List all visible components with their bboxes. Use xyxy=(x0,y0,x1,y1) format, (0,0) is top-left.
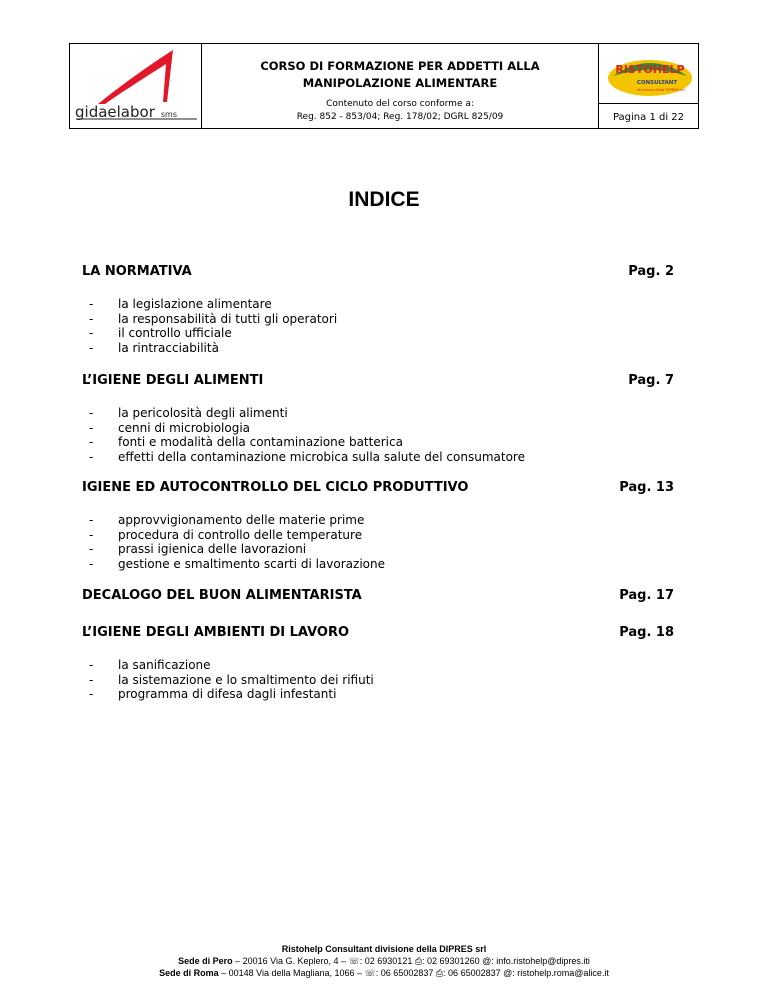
list-item: - effetti della contaminazione microbica sulla salute del consumatore xyxy=(82,450,674,465)
section-title: LA NORMATIVA xyxy=(82,264,192,279)
header-title-cell xyxy=(202,44,599,128)
list-item: - procedura di controllo delle temperature xyxy=(82,528,674,543)
list-item: - la rintracciabilità xyxy=(82,341,674,356)
list-item: - la legislazione alimentare xyxy=(82,297,674,312)
index-section-normativa xyxy=(82,264,674,355)
svg-text:CONSULTANT: CONSULTANT xyxy=(636,80,678,86)
svg-text:divisione della DIPRES srl: divisione della DIPRES srl xyxy=(636,87,686,92)
list-item: - la responsabilità di tutti gli operatori xyxy=(82,312,674,327)
list-item: - prassi igienica delle lavorazioni xyxy=(82,542,674,557)
svg-text:RISTOHELP: RISTOHELP xyxy=(615,63,685,76)
page-number: Pagina 1 di 22 xyxy=(599,103,698,123)
header-logo-cell xyxy=(70,44,202,128)
course-title-line2: MANIPOLAZIONE ALIMENTARE xyxy=(302,76,498,90)
section-title: L’IGIENE DEGLI ALIMENTI xyxy=(82,373,264,388)
list-item: - cenni di microbiologia xyxy=(82,421,674,436)
list-item: - la sistemazione e lo smaltimento dei rifiuti xyxy=(82,673,674,688)
index-title: INDICE xyxy=(348,188,420,211)
index-section-ambienti xyxy=(82,625,674,702)
section-title: L’IGIENE DEGLI AMBIENTI DI LAVORO xyxy=(82,625,350,640)
footer-pero-address: Sede di Pero – 20016 Via G. Keplero, 4 – ☏: 02 6930121 ⎙: 02 69301260 @: info.ristohelp@dipres.iti xyxy=(178,956,590,966)
index-section-decalogo xyxy=(82,588,674,603)
section-page: Pag. 13 xyxy=(619,480,674,495)
index-section-autocontrollo xyxy=(82,480,674,571)
course-subtitle-line2: Reg. 852 - 853/04; Reg. 178/02; DGRL 825/09 xyxy=(296,112,504,122)
index-section-igiene-alimenti xyxy=(82,373,674,464)
document-footer xyxy=(0,943,768,979)
list-item: - la sanificazione xyxy=(82,658,674,673)
list-item: - fonti e modalità della contaminazione batterica xyxy=(82,435,674,450)
list-item: - programma di difesa dagli infestanti xyxy=(82,687,674,702)
section-title: DECALOGO DEL BUON ALIMENTARISTA xyxy=(82,588,362,603)
gidaelabor-logo-text: gidaelabor sms xyxy=(75,103,177,121)
list-item: - il controllo ufficiale xyxy=(82,326,674,341)
footer-roma-address: Sede di Roma – 00148 Via della Magliana, 1066 – ☏: 06 65002837 ⎙: 06 65002837 @: ristohelp.roma@alice.it xyxy=(159,968,609,978)
course-subtitle-line1: Contenuto del corso conforme a: xyxy=(326,99,474,109)
ristohelp-logo-icon xyxy=(605,52,695,98)
list-item: - gestione e smaltimento scarti di lavorazione xyxy=(82,557,674,572)
course-title-line1: CORSO DI FORMAZIONE PER ADDETTI ALLA xyxy=(260,59,540,73)
section-page: Pag. 17 xyxy=(619,588,674,603)
footer-company: Ristohelp Consultant divisione della DIPRES srl xyxy=(281,944,487,954)
section-page: Pag. 18 xyxy=(619,625,674,640)
list-item: - la pericolosità degli alimenti xyxy=(82,406,674,421)
document-header xyxy=(69,43,699,129)
header-right-cell xyxy=(599,44,698,128)
section-page: Pag. 2 xyxy=(628,264,674,279)
section-title: IGIENE ED AUTOCONTROLLO DEL CICLO PRODUTTIVO xyxy=(82,480,469,495)
section-page: Pag. 7 xyxy=(628,373,674,388)
list-item: - approvvigionamento delle materie prime xyxy=(82,513,674,528)
